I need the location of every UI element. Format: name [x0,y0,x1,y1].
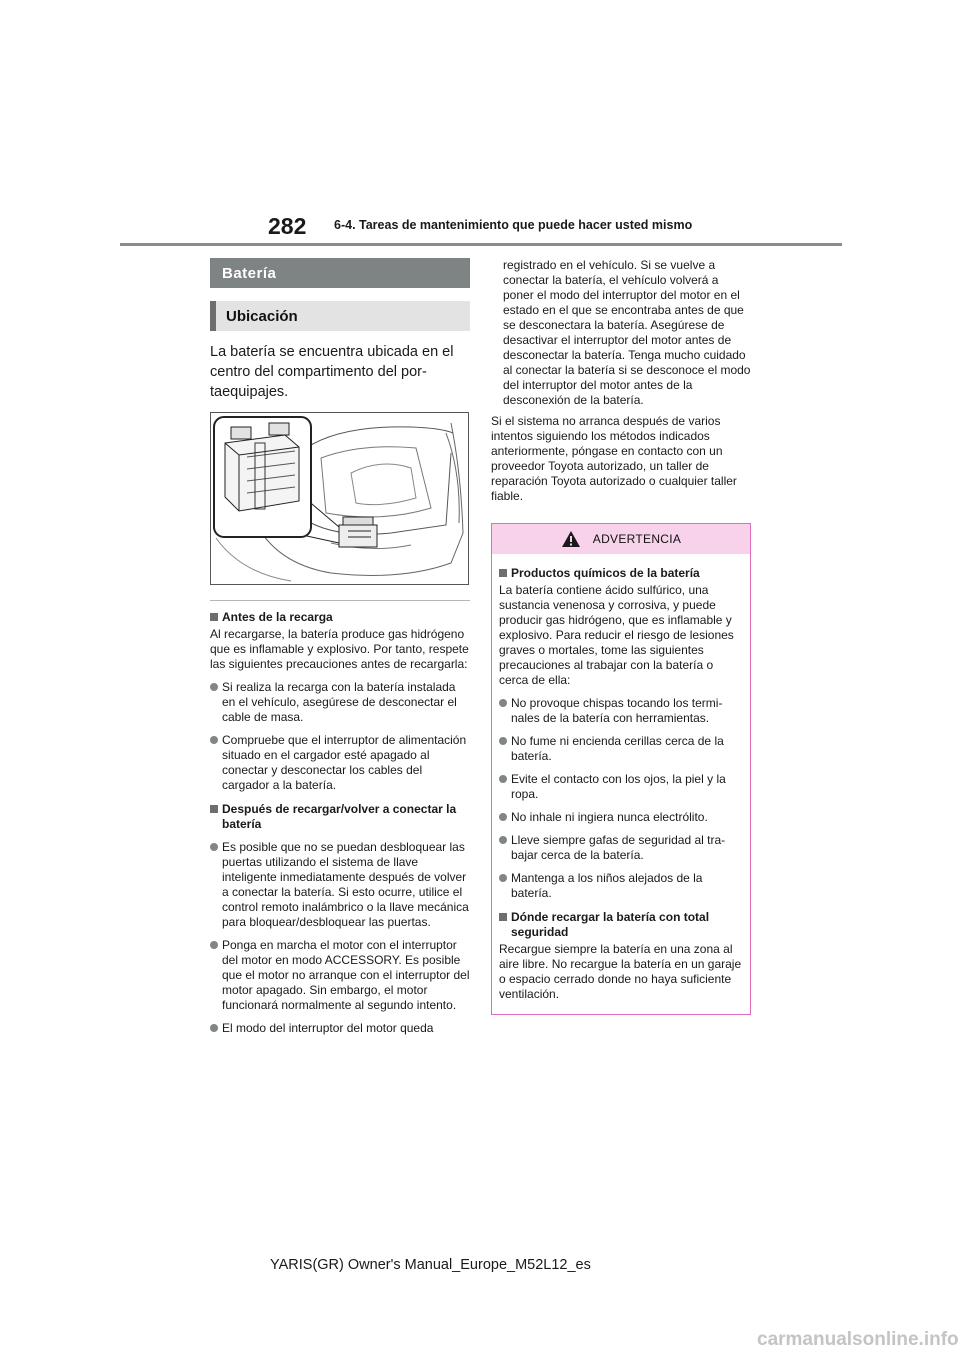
header-rule [120,243,842,246]
warning-chemicals-text: La batería contiene ácido sulfúrico, una sustancia venenosa y corrosiva, y puede producir gas hidrógeno, que es inflamable y explosivo. Para reducir el riesgo de lesiones graves o mortales, tome las siguientes precauciones al trabajar con la batería o cerca de ella: [499,583,734,687]
charging-before-text: Al recargarse, la batería produce gas hidrógeno que es inflamable y explosivo. Por tanto, respete las siguientes precauciones antes de recargarla: [210,627,469,671]
restart-paragraph: Si el sistema no arranca después de varios intentos siguiendo los métodos indicados anteriormente, póngase en contacto con un proveedor Toyota autorizado, un taller de reparación Toyota autorizado o cualquier taller fiable. [491,414,737,503]
charging-before-title: Antes de la recarga [210,610,470,625]
list-item: Mantenga a los niños alejados de la batería. [499,871,743,901]
intro-text: La batería se encuentra ubicada en el centro del compartimento del portaequipajes. [210,344,454,400]
after-charging-title: Después de recargar/volver a conectar la batería [210,802,470,832]
section-bar: Batería [210,258,470,288]
continued-bullet-text: registrado en el vehículo. Si se vuelve a conectar la batería, el vehículo volverá a poner el modo del interruptor del motor en el estado en el que se encontraba antes de que se desconectara la batería. Asegúrese de desactivar el interruptor del motor antes de desconectar la batería. Tenga mucho cuidado al conectar la batería si se desconoce el modo del interruptor del motor antes de la desconexión de la batería. [503,258,751,407]
subsection-bar: Ubicación [210,301,470,331]
list-item: Compruebe que el interruptor de alimentación situado en el cargador esté apagado al conectar y desconectar los cables del cargador a la batería. [210,733,470,793]
warning-box [491,523,751,1015]
warning-triangle-icon [561,530,581,548]
manual-id-footer: YARIS(GR) Owner's Manual_Europe_M52L12_es [270,1257,591,1273]
list-item: No fume ni encienda cerillas cerca de la batería. [499,734,743,764]
warning-where-title: Dónde recargar la batería con total seguridad [499,910,743,940]
watermark: carmanualsonline.info [757,1329,959,1350]
list-item: Ponga en marcha el motor con el interruptor del motor en modo ACCESSORY. Es posible que el motor no arranque con el interruptor del motor apagado. Sin embargo, el motor funcionará normalmente al segundo intento. [210,938,470,1013]
list-item: Lleve siempre gafas de seguridad al trabajar cerca de la batería. [499,833,743,863]
figure-rule [210,600,470,601]
warning-body [492,554,750,1014]
list-item: Es posible que no se puedan desbloquear las puertas utilizando el sistema de llave inteligente inmediatamente después de volver a conectar la batería. Si esto ocurre, utilice el control remoto inalámbrico o la llave mecánica para bloquear/desbloquear las puertas. [210,840,470,930]
section-title: 6-4. Tareas de mantenimiento que puede hacer usted mismo [334,218,693,232]
right-column [491,258,751,1015]
warning-where-text: Recargue siempre la batería en una zona al aire libre. No recargue la batería en un garaje o espacio cerrado donde no haya suficiente ventilación. [499,942,742,1001]
battery-location-illustration [210,412,469,585]
page-number: 282 [268,213,307,239]
list-item: El modo del interruptor del motor queda [210,1021,470,1036]
list-item: Evite el contacto con los ojos, la piel y la ropa. [499,772,743,802]
warning-label: ADVERTENCIA [592,532,682,546]
list-item: Si realiza la recarga con la batería instalada en el vehículo, asegúrese de desconectar el cable de masa. [210,680,470,725]
warning-header [492,524,750,554]
list-item: No inhale ni ingiera nunca electrólito. [499,810,743,825]
warning-chemicals-title: Productos químicos de la batería [499,566,743,581]
list-item: No provoque chispas tocando los terminales de la batería con herramientas. [499,696,743,726]
left-column [210,258,470,1036]
